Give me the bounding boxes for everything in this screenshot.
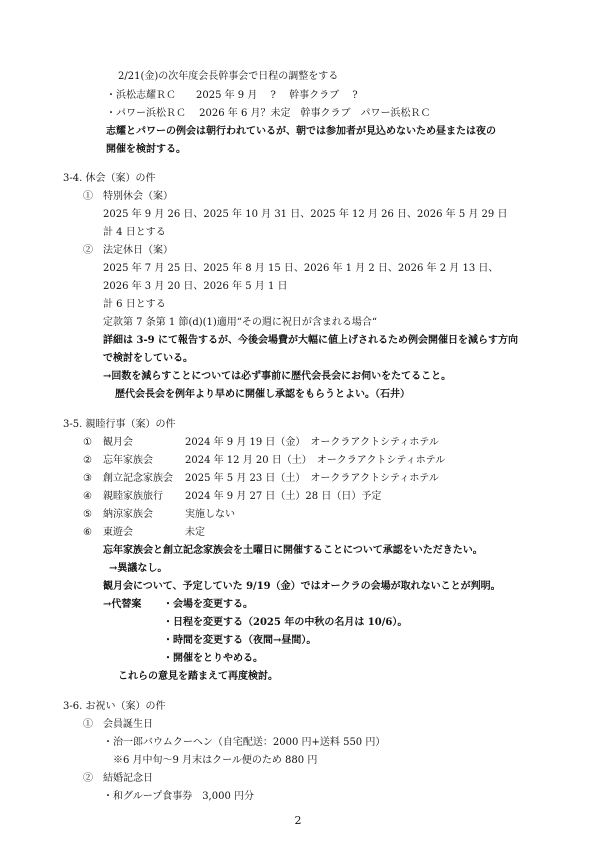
sec34-note-2: で検討をしている。 — [103, 353, 193, 364]
sec34-item1-title: ① 特別休会（案） — [83, 191, 173, 202]
sec35-alt-2: ・日程を変更する（2025 年の中秋の名月は 10/6）。 — [163, 617, 408, 628]
sec34-item1-total: 計 4 日とする — [103, 227, 166, 238]
sec35-note-2: →異議なし。 — [109, 563, 168, 574]
sec35-note-1: 忘年家族会と創立記念家族会を土曜日に開催することについて承認をいただきたい。 — [103, 545, 483, 556]
event-detail: 2025 年 5 月 23 日（土） オークラアクトシティホテル — [185, 473, 439, 484]
event-detail: 2024 年 9 月 19 日（金） オークラアクトシティホテル — [185, 437, 439, 448]
intro-line-1: 2/21(金)の次年度会長幹事会で日程の調整をする — [118, 71, 339, 82]
event-name: 納涼家族会 — [103, 509, 153, 520]
sec35-conclusion: これらの意見を踏まえて再度検討。 — [118, 671, 278, 682]
event-name: 観月会 — [103, 437, 133, 448]
event-name: 東遊会 — [103, 527, 133, 538]
sec34-item2-dates-1: 2025 年 7 月 25 日、2025 年 8 月 15 日、2026 年 1 月 2 日、2026 年 2 月 13 日、 — [103, 263, 499, 274]
page-number: 2 — [294, 814, 302, 827]
event-number: ② — [83, 455, 92, 466]
event-detail: 未定 — [185, 527, 205, 538]
event-detail: 2024 年 12 月 20 日（土） オークラアクトシティホテル — [185, 455, 446, 466]
sec35-note-3: 観月会について、予定していた 9/19（金）ではオークラの会場が取れないことが判明。 — [103, 581, 501, 592]
event-name: 親睦家族旅行 — [103, 491, 163, 502]
sec35-alt-4: ・開催をとりやめる。 — [163, 653, 263, 664]
event-detail: 2024 年 9 月 27 日（土）28 日（日）予定 — [185, 491, 382, 502]
sec36-item1-title: ① 会員誕生日 — [83, 719, 153, 730]
event-number: ① — [83, 437, 92, 448]
sec35-heading: 3-5. 親睦行事（案）の件 — [63, 419, 176, 430]
event-name: 忘年家族会 — [103, 455, 153, 466]
sec34-item2-title: ② 法定休日（案） — [83, 245, 173, 256]
intro-line-2: ・浜松志耀ＲＣ 2025 年 9 月 ? 幹事クラブ ? — [106, 90, 358, 101]
sec34-heading: 3-4. 休会（案）の件 — [63, 173, 156, 184]
sec34-note-4: 歴代会長会を例年より早めに開催し承認をもらうとよい。（石井） — [115, 389, 410, 400]
event-number: ④ — [83, 491, 92, 502]
intro-line-3: ・パワー浜松ＲＣ 2026 年 6 月？未定 幹事クラブ パワー浜松ＲＣ — [106, 108, 431, 119]
sec35-alt-1: ・会場を変更する。 — [163, 599, 253, 610]
sec34-item2-dates-2: 2026 年 3 月 20 日、2026 年 5 月 1 日 — [103, 281, 288, 292]
event-name: 創立記念家族会 — [103, 473, 173, 484]
sec35-alt-3: ・時間を変更する（夜間→昼間）。 — [163, 635, 317, 646]
sec36-item2-title: ② 結婚記念日 — [83, 773, 153, 784]
sec34-note-1: 詳細は 3-9 にて報告するが、今後会場費が大幅に値上げされるため例会開催日を減らす方向 — [103, 335, 519, 346]
sec36-item1-line-2: ※6 月中旬～9 月末はクール便のため 880 円 — [113, 755, 318, 766]
sec36-item2-line-1: ・和グループ食事券 3,000 円分 — [103, 791, 255, 802]
event-number: ③ — [83, 473, 92, 484]
intro-line-4: 志耀とパワーの例会は朝行われているが、朝では参加者が見込めないため昼または夜の — [106, 126, 496, 137]
sec34-item2-total: 計 6 日とする — [103, 299, 166, 310]
sec34-item1-dates: 2025 年 9 月 26 日、2025 年 10 月 31 日、2025 年 12 月 26 日、2026 年 5 月 29 日 — [103, 209, 508, 220]
sec36-item1-line-1: ・治一郎バウムクーヘン（自宅配送：2000 円+送料 550 円） — [103, 737, 386, 748]
sec36-heading: 3-6. お祝い（案）の件 — [63, 701, 166, 712]
intro-line-5: 開催を検討する。 — [106, 144, 186, 155]
event-detail: 実施しない — [185, 509, 235, 520]
sec35-alt-label: →代替案 — [103, 599, 142, 610]
sec34-note-3: →回数を減らすことについては必ず事前に歴代会長会にお伺いをたてること。 — [103, 371, 452, 382]
event-number: ⑥ — [83, 527, 92, 538]
sec34-item2-rule: 定款第 7 条第 1 節(d)(1)適用“その週に祝日が含まれる場合“ — [103, 317, 378, 328]
event-number: ⑤ — [83, 509, 92, 520]
